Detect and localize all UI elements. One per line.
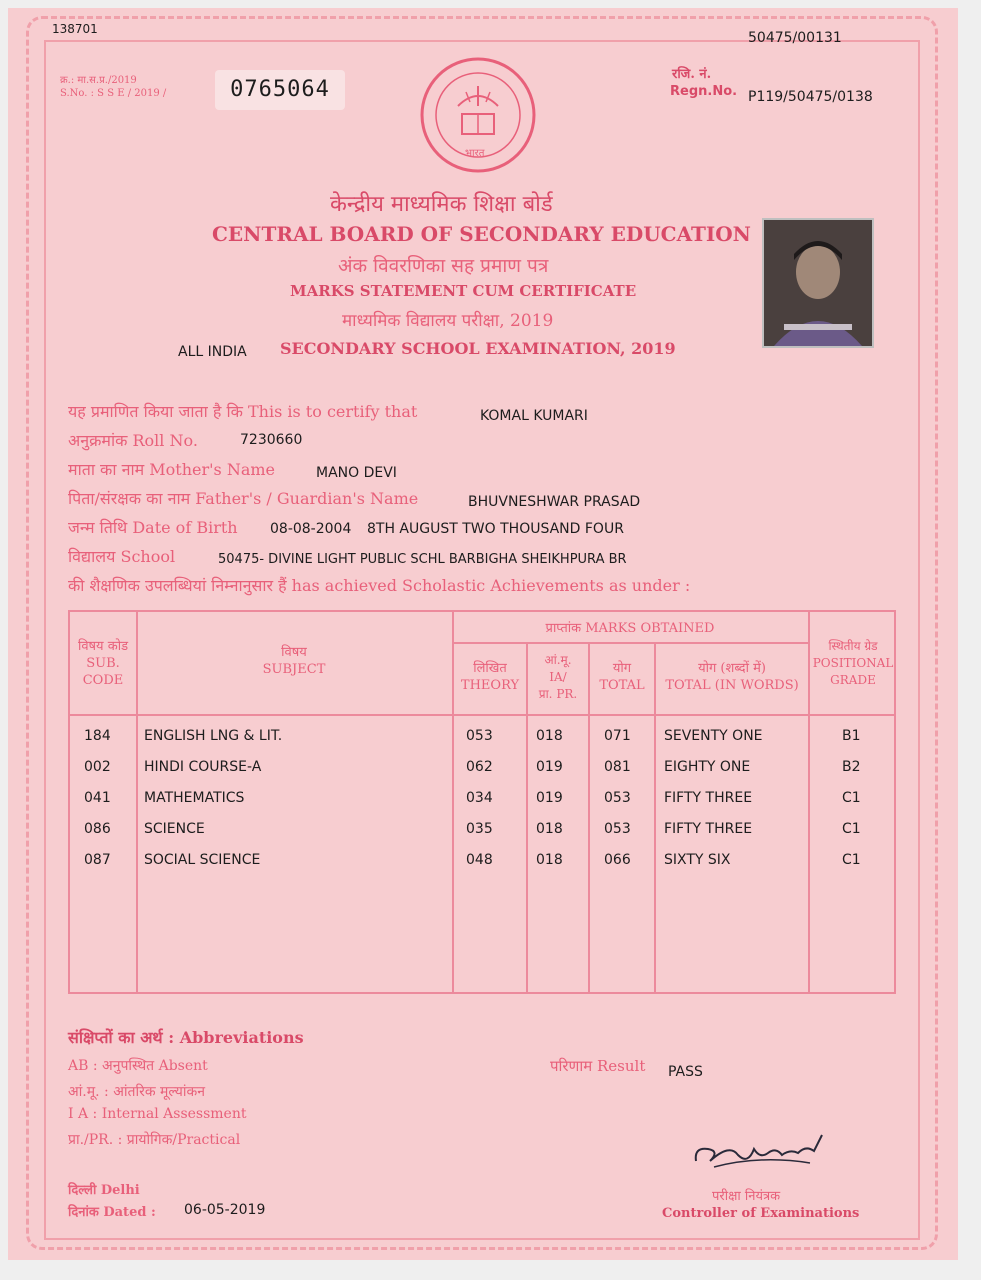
- cell-grade: C1: [842, 852, 861, 868]
- cell-ia: 018: [536, 852, 563, 868]
- all-india: ALL INDIA: [178, 344, 247, 360]
- cell-ia: 019: [536, 759, 563, 775]
- school-label: विद्यालय School: [68, 547, 176, 566]
- cell-ia: 018: [536, 728, 563, 744]
- certify-label: यह प्रमाणित किया जाता है कि This is to certify that: [68, 402, 418, 421]
- place: दिल्ली Delhi: [68, 1183, 140, 1198]
- cell-grade: B1: [842, 728, 861, 744]
- subtitle-hindi: अंक विवरणिका सह प्रमाण पत्र: [338, 255, 549, 277]
- abbr-practical: प्रा./PR. : प्रायोगिक/Practical: [68, 1132, 241, 1148]
- cell-subject: MATHEMATICS: [144, 790, 245, 806]
- header-grade: स्थितीय ग्रेड POSITIONAL GRADE: [812, 639, 894, 687]
- title-en: CENTRAL BOARD OF SECONDARY EDUCATION: [212, 222, 751, 246]
- abbreviations-title: संक्षिप्तों का अर्थ : Abbreviations: [68, 1028, 304, 1047]
- achievements-label: की शैक्षणिक उपलब्धियां निम्नानुसार हैं has achieved Scholastic Achievements as under :: [68, 576, 691, 595]
- result-label: परिणाम Result: [550, 1057, 646, 1075]
- father-label: पिता/संरक्षक का नाम Father's / Guardian's Name: [68, 489, 419, 508]
- header-subject: विषय SUBJECT: [262, 645, 326, 677]
- cell-words: SIXTY SIX: [664, 852, 731, 868]
- controller-en: Controller of Examinations: [662, 1206, 860, 1221]
- dob-words: 8TH AUGUST TWO THOUSAND FOUR: [367, 521, 624, 537]
- regn-number: P119/50475/0138: [748, 89, 873, 105]
- cell-code: 087: [84, 852, 111, 868]
- mother-label: माता का नाम Mother's Name: [68, 460, 276, 479]
- dob-label: जन्म तिथि Date of Birth: [68, 518, 238, 537]
- controller-hindi: परीक्षा नियंत्रक: [712, 1189, 781, 1204]
- top-right-number: 50475/00131: [748, 30, 842, 46]
- dated-value: 06-05-2019: [184, 1202, 266, 1218]
- subtitle-en: MARKS STATEMENT CUM CERTIFICATE: [290, 282, 637, 300]
- cell-words: FIFTY THREE: [664, 821, 753, 837]
- abbr-ia-en: I A : Internal Assessment: [68, 1106, 247, 1122]
- title-hindi: केन्द्रीय माध्यमिक शिक्षा बोर्ड: [330, 192, 553, 217]
- cell-theory: 034: [466, 790, 493, 806]
- cell-subject: SCIENCE: [144, 821, 205, 837]
- cell-theory: 053: [466, 728, 493, 744]
- student-photo: [762, 218, 874, 348]
- header-total-words: योग (शब्दों में) TOTAL (IN WORDS): [665, 661, 799, 693]
- abbr-ia-hindi: आं.मू. : आंतरिक मूल्यांकन: [68, 1084, 206, 1100]
- cell-ia: 018: [536, 821, 563, 837]
- cell-words: FIFTY THREE: [664, 790, 753, 806]
- signature-icon: [690, 1125, 840, 1179]
- roll-number: 7230660: [240, 432, 303, 448]
- abbr-absent: AB : अनुपस्थित Absent: [68, 1058, 208, 1074]
- cell-words: EIGHTY ONE: [664, 759, 751, 775]
- result-value: PASS: [668, 1064, 703, 1080]
- cell-subject: HINDI COURSE-A: [144, 759, 262, 775]
- header-marks: प्राप्तांक MARKS OBTAINED: [545, 621, 715, 636]
- header-theory: लिखित THEORY: [460, 661, 520, 693]
- exam-hindi: माध्यमिक विद्यालय परीक्षा, 2019: [342, 311, 554, 331]
- serial-number: 0765064: [215, 70, 345, 110]
- cell-total: 053: [604, 821, 631, 837]
- cell-grade: B2: [842, 759, 861, 775]
- dated-label: दिनांक Dated :: [68, 1205, 156, 1220]
- cell-subject: SOCIAL SCIENCE: [144, 852, 261, 868]
- exam-en: SECONDARY SCHOOL EXAMINATION, 2019: [280, 339, 676, 358]
- cell-grade: C1: [842, 790, 861, 806]
- marks-table: [68, 610, 896, 994]
- regn-label-hindi: रजि. नं.: [672, 67, 712, 82]
- cell-theory: 048: [466, 852, 493, 868]
- mother-name: MANO DEVI: [316, 465, 397, 481]
- student-name: KOMAL KUMARI: [480, 408, 588, 424]
- cell-theory: 062: [466, 759, 493, 775]
- cell-code: 041: [84, 790, 111, 806]
- father-name: BHUVNESHWAR PRASAD: [468, 494, 641, 510]
- header-code: विषय कोड SUB. CODE: [77, 639, 129, 688]
- cell-code: 184: [84, 728, 111, 744]
- regn-label-en: Regn.No.: [670, 84, 738, 99]
- cell-theory: 035: [466, 821, 493, 837]
- cell-total: 053: [604, 790, 631, 806]
- cell-subject: ENGLISH LNG & LIT.: [144, 728, 283, 744]
- header-total: योग TOTAL: [599, 661, 645, 693]
- roll-label: अनुक्रमांक Roll No.: [68, 431, 198, 450]
- school-name: 50475- DIVINE LIGHT PUBLIC SCHL BARBIGHA SHEIKHPURA BR: [218, 552, 627, 567]
- serial-label-en: S.No. : S S E / 2019 /: [60, 88, 167, 99]
- cell-code: 002: [84, 759, 111, 775]
- cell-grade: C1: [842, 821, 861, 837]
- seal-text: भारत: [465, 148, 485, 159]
- cell-words: SEVENTY ONE: [664, 728, 763, 744]
- cell-total: 071: [604, 728, 631, 744]
- dob: 08-08-2004: [270, 521, 352, 537]
- cell-total: 066: [604, 852, 631, 868]
- header-ia: आं.मू. IA/ प्रा. PR.: [538, 653, 578, 701]
- serial-label-hindi: क्र.: मा.स.प्र./2019: [60, 75, 137, 86]
- top-left-number: 138701: [52, 22, 98, 36]
- cell-code: 086: [84, 821, 111, 837]
- cell-total: 081: [604, 759, 631, 775]
- cell-ia: 019: [536, 790, 563, 806]
